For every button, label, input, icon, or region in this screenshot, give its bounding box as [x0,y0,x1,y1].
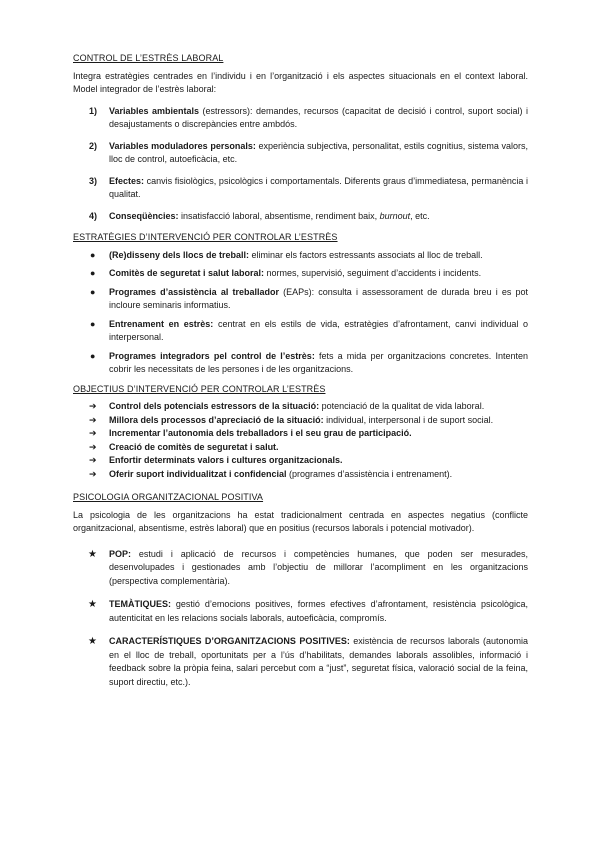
item-text: eliminar els factors estressants associats al lloc de treball. [249,249,483,260]
item-term: Efectes: [109,175,145,186]
list-item [73,318,528,345]
item-tail: , etc. [410,210,430,221]
item-text: normes, supervisió, seguiment d’accidents i incidents. [264,268,482,278]
list-item [73,468,528,482]
item-term: Millora dels processos d’apreciació de la situació: [109,414,324,425]
list-item [73,105,528,132]
item-term: POP: [109,548,132,559]
item-term: Variables moduladores personals: [109,140,256,151]
list-item [73,635,528,689]
list-item [73,414,528,428]
list-number: 1) [89,105,98,116]
section-heading: PSICOLOGIA ORGANITZACIONAL POSITIVA [73,492,264,502]
list-item [73,175,528,202]
arrow-list [73,400,528,481]
item-term: Control dels potencials estressors de la situació: [109,401,320,411]
list-item [73,140,528,167]
arrow-icon: ➔ [89,468,97,479]
star-icon: ★ [88,636,97,647]
list-number: 3) [89,175,98,186]
arrow-icon: ➔ [89,455,97,465]
item-text: fets a mida per organitzacions concretes. Intenten cobrir les necessitats de les persones i de les organitzacions. [109,350,528,374]
item-term: Oferir suport individualitzat i confidencial [109,468,287,479]
section-control [73,52,528,223]
arrow-icon: ➔ [89,401,97,411]
star-icon: ★ [88,599,97,610]
item-term: (Re)disseny dels llocs de treball: [109,249,250,260]
section-heading: CONTROL DE L’ESTRÈS LABORAL [73,53,224,63]
item-term: TEMÀTIQUES: [109,599,171,609]
item-term: Enfortir determinats valors i cultures organitzacionals. [109,455,343,465]
item-term: CARACTERÍSTIQUES D’ORGANITZACIONS POSITIVES: [109,636,350,646]
section-heading: ESTRATÈGIES D’INTERVENCIÓ PER CONTROLAR L’ESTRÈS [73,232,338,242]
arrow-icon: ➔ [89,428,97,438]
item-text: (programes d’assistència i entrenament). [286,468,453,479]
list-item [73,210,528,224]
section-intro: La psicologia de les organitzacions ha estat tradicionalment centrada en aspectes negatius (conflicte organitzacional, absentisme, estrès laboral) que en positius (recursos laborals i potencial motivador). [73,509,528,533]
bullet-list [73,249,528,377]
arrow-icon: ➔ [89,414,97,425]
star-icon: ★ [88,548,97,560]
list-item [73,400,528,414]
bullet-icon: ● [90,286,96,297]
bullet-icon: ● [90,350,96,361]
list-item [73,350,528,377]
item-term: Comitès de seguretat i salut laboral: [109,268,265,278]
item-term: Conseqüències: [109,210,179,221]
list-number: 2) [89,140,98,151]
item-italic: burnout [379,210,411,221]
item-text: canvis fisiològics, psicològics i comportamentals. Diferents graus d’immediatesa, permanència i qualitat. [109,175,528,199]
item-term: Incrementar l’autonomia dels treballadors i el seu grau de participació. [109,428,412,438]
item-text: individual, interpersonal i de suport social. [323,414,494,425]
item-text: potenciació de la qualitat de vida laboral. [319,401,485,411]
bullet-icon: ● [90,249,96,260]
list-item [73,427,528,441]
bullet-icon: ● [90,318,96,329]
section-strategies [73,231,528,377]
numbered-list [73,105,528,224]
list-item [73,441,528,455]
item-term: Programes integradors pel control de l’estrès: [109,350,315,361]
list-item [73,598,528,625]
item-text: (EAPs): consulta i assessorament de durada breu i es pot incloure seminaris informatius. [109,286,529,310]
section-positive [73,491,528,689]
list-number: 4) [89,210,98,221]
item-text: (estressors): demandes, recursos (capacitat de decisió i control, suport social) i desajustaments o discrepàncies entre ambdós. [109,105,528,129]
item-term: Creació de comitès de seguretat i salut. [109,441,279,452]
item-text: centrat en els estils de vida, estratègies d’afrontament, canvi individual o interpersonal. [109,318,528,342]
item-text: insatisfacció laboral, absentisme, rendiment baix, [178,210,380,221]
bullet-icon: ● [90,268,96,278]
item-term: Entrenament en estrès: [109,318,214,329]
section-objectives [73,383,528,482]
document-page [73,52,528,699]
list-item [73,249,528,263]
section-intro: Integra estratègies centrades en l’individu i en l’organització i els aspectes situacionals en el context laboral. Model integrador de l’estrès laboral: [73,70,528,94]
section-heading: OBJECTIUS D’INTERVENCIÓ PER CONTROLAR L’ESTRÈS [73,383,326,394]
item-text: gestió d’emocions positives, formes efectives d’afrontament, resistència psicològica, autenticitat en les relacions socials laborals, autoeficàcia, compromís. [109,599,528,623]
item-term: Programes d’assistència al treballador [109,286,279,297]
star-list [73,548,528,690]
arrow-icon: ➔ [89,441,97,452]
item-term: Variables ambientals [109,105,200,116]
list-item [73,286,528,313]
list-item [73,548,528,589]
item-text: existència de recursos laborals (autonomia en el lloc de treball, oportunitats per a l’ús d’habilitats, demandes laborals assolibles, informació i feedback sobre la pròpia feina, salari percebut com a “just”, seguretat física, valoració social de la feina, suport directiu, etc.). [109,636,528,687]
item-text: estudi i aplicació de recursos i competències humanes, que poden ser mesurades, desenvolupades i gestionades amb l’objectiu de millorar l’acompliment en les organitzacions (perspectiva complementària). [109,548,528,586]
list-item [73,267,528,281]
list-item [73,454,528,468]
item-text: experiència subjectiva, personalitat, estils cognitius, sistema valors, lloc de control, autoeficàcia, etc. [109,140,529,164]
